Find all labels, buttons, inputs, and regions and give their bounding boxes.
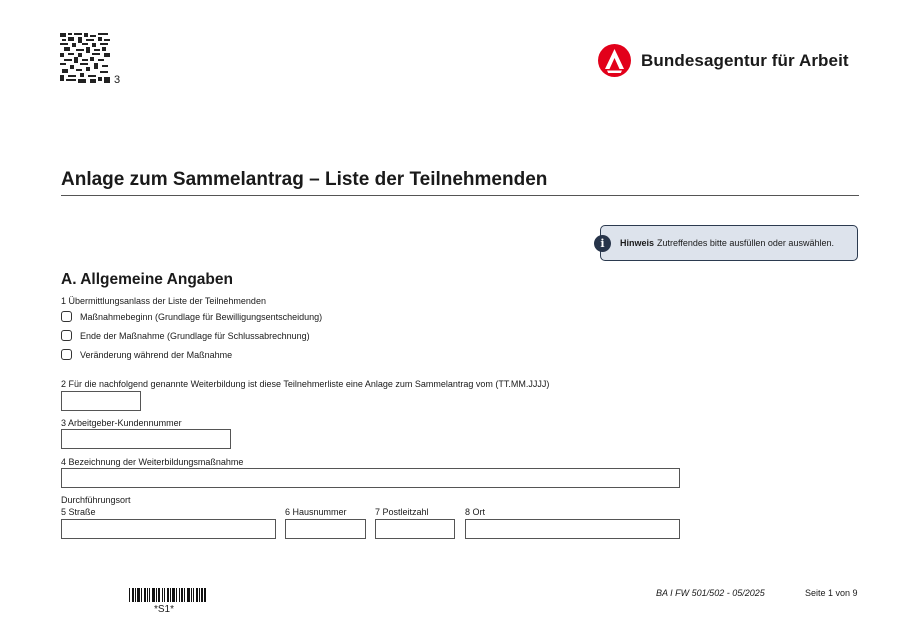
- ba-logo-icon: [598, 44, 631, 77]
- city-label: 8 Ort: [465, 507, 486, 517]
- section-heading: A. Allgemeine Angaben: [61, 271, 233, 288]
- zip-field[interactable]: [375, 519, 455, 539]
- house-number-field[interactable]: [285, 519, 366, 539]
- barcode: [129, 588, 206, 602]
- q1-label: 1 Übermittlungsanlass der Liste der Teilnehmenden: [61, 296, 266, 306]
- qr-page-number: 3: [114, 74, 121, 86]
- date-field[interactable]: [61, 391, 141, 411]
- house-number-label: 6 Hausnummer: [285, 507, 347, 517]
- option-label: Veränderung während der Maßnahme: [80, 349, 233, 360]
- qr-code: [60, 33, 110, 83]
- q4-label: 4 Bezeichnung der Weiterbildungsmaßnahme: [61, 457, 244, 467]
- measure-name-field[interactable]: [61, 468, 680, 488]
- q3-label: 3 Arbeitgeber-Kundennummer: [61, 418, 182, 428]
- q2-label: 2 Für die nachfolgend genannte Weiterbildung ist diese Teilnehmerliste eine Anlage zum Sammelantrag vom (TT.MM.JJJJ): [61, 379, 550, 389]
- ba-logo: [598, 44, 849, 77]
- checkbox-veraenderung[interactable]: [61, 349, 72, 360]
- hint-text: Zutreffendes bitte ausfüllen oder auswählen.: [657, 238, 834, 248]
- city-field[interactable]: [465, 519, 680, 539]
- page-title: Anlage zum Sammelantrag – Liste der Teilnehmenden: [61, 169, 548, 190]
- street-label: 5 Straße: [61, 507, 96, 517]
- logo-text: Bundesagentur für Arbeit: [641, 50, 849, 70]
- hint-box: [600, 225, 858, 261]
- street-field[interactable]: [61, 519, 276, 539]
- option-label: Ende der Maßnahme (Grundlage für Schlussabrechnung): [80, 330, 310, 341]
- checkbox-massnahmebeginn[interactable]: [61, 311, 72, 322]
- info-icon: i: [594, 235, 611, 252]
- checkbox-ende-massnahme[interactable]: [61, 330, 72, 341]
- option-label: Maßnahmebeginn (Grundlage für Bewilligungsentscheidung): [80, 311, 323, 322]
- customer-number-field[interactable]: [61, 429, 231, 449]
- option-row[interactable]: [61, 330, 310, 341]
- form-code: BA I FW 501/502 - 05/2025: [656, 588, 765, 598]
- option-row[interactable]: [61, 311, 322, 322]
- location-group-label: Durchführungsort: [61, 495, 131, 505]
- title-divider: [61, 195, 859, 196]
- barcode-text: *S1*: [154, 604, 175, 615]
- hint-label: Hinweis: [620, 238, 655, 248]
- page-number: Seite 1 von 9: [805, 588, 858, 598]
- zip-label: 7 Postleitzahl: [375, 507, 429, 517]
- option-row[interactable]: [61, 349, 232, 360]
